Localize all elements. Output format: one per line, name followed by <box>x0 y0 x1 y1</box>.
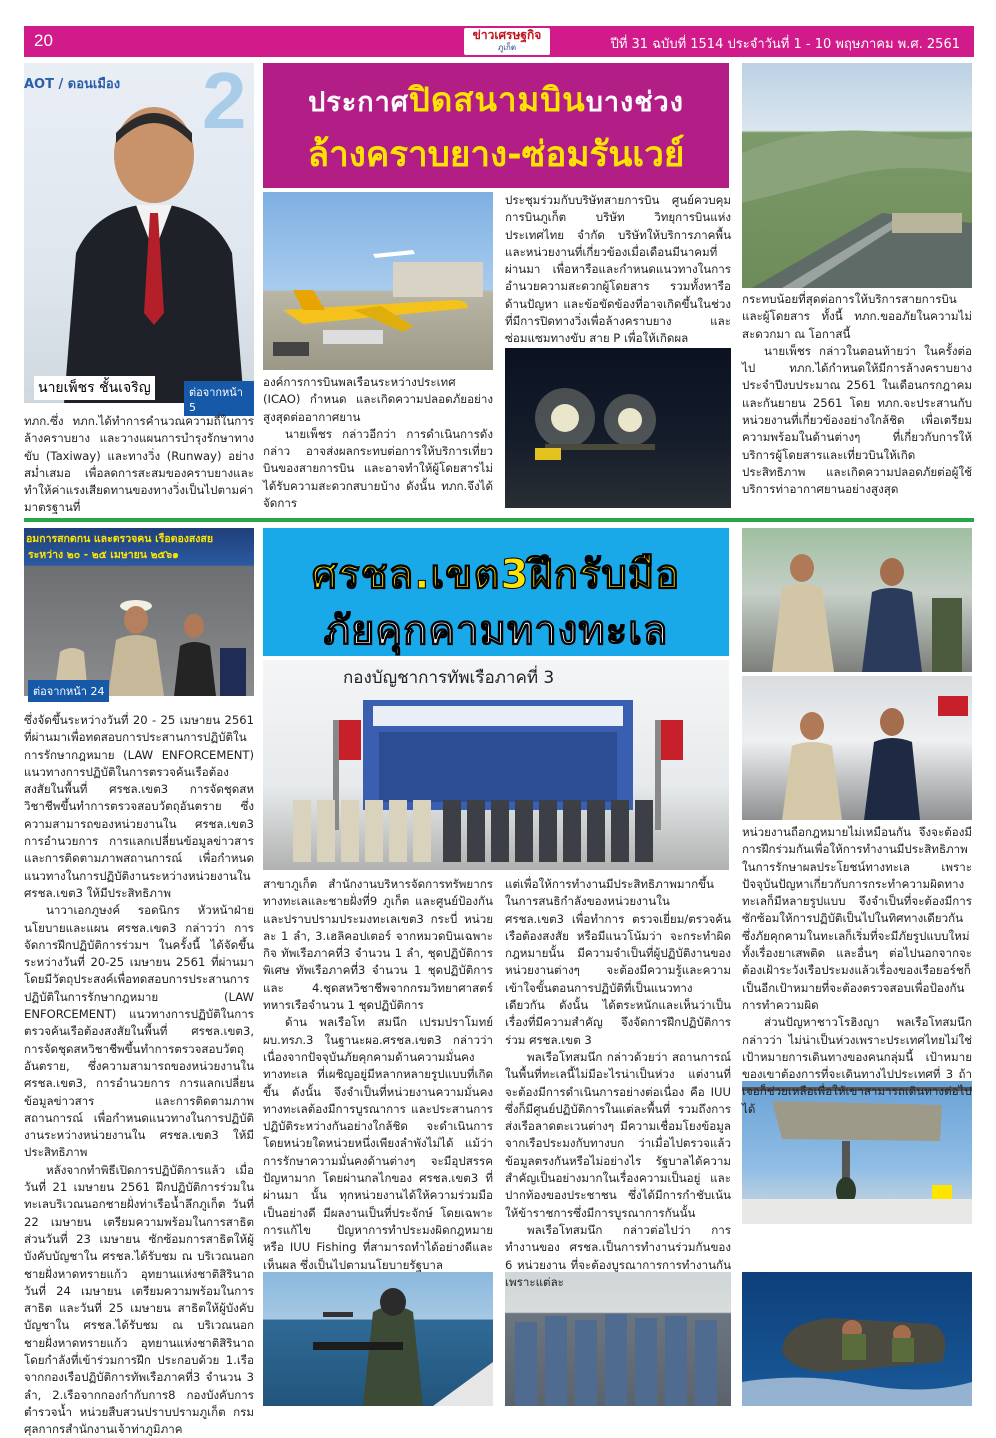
rubber-boat-photo <box>742 1272 972 1406</box>
portrait-backdrop-text: AOT / ดอนเมือง <box>24 77 121 92</box>
story2-column4: หน่วยงานถือกฎหมายไม่เหมือนกัน จึงจะต้องมีการฝึกร่วมกันเพื่อให้การทำงานมีประสิทธิภาพในการรักษาผลประโยชน์ทางทะเล เพราะปัจจุบันปัญหาเกี่ยวกับการกระทำความผิดทางทะเลก็มีหลายรูปแบบ จึงจำเป็นที่จะต้องมีการซักซ้อมให้การปฏิบัติเป็นไปในทิศทางเดียวกัน ซึ่งภัยคุกคามในทะเลก็เริ่มที่จะมีภัยรูปแบบใหม่ ทั้งเรื่องยาเสพติด และอื่นๆ ต่อไปนอกจากจะต้องเฝ้าระวังเรือประมงแล้วเรื่องของเรือยอร์ชก็เป็นอีกเป้าหมายที่จะต้องตรวจสอบเพื่อป้องกันการทำความผิด ส่วนปัญหาชาวโรฮิงญา พลเรือโทสมนึก กล่าวว่า ไม่น่าเป็นห่วงเพราะประเทศไทยไม่ใช่เป้าหมายการเดินทางของคนกลุ่มนี้ เป้าหมายของเขาต้องการที่จะเดินทางไปประเทศที่ 3 ถ้าเจอก็ช่วยเหลือเพื่อให้เขาสามารถเดินทางต่อไปได้ <box>742 825 972 1116</box>
page-number: 20 <box>34 31 53 50</box>
portrait-photo <box>24 56 254 414</box>
page-header <box>24 26 974 57</box>
logo-title: ข่าวเศรษฐกิจ <box>472 28 542 42</box>
story1-column3: ประชุมร่วมกับบริษัทสายการบิน ศูนย์ควบคุมการบินภูเก็ต บริษัท วิทยุการบินแห่งประเทศไทย จำกัด บริษัทให้บริการภาคพื้น และหน่วยงานที่เกี่ยวข้องเมื่อเดือนมีนาคมที่ผ่านมา เพื่อหารือและกำหนดแนวทางในการอำนวยความสะดวกผู้โดยสาร รวมทั้งหารือด้านปัญหา และข้อขัดข้องที่อาจเกิดขึ้นในช่วงที่มีการปิดทางวิ่งเพื่อล้างคราบยาง และซ่อมแซมทางขับ สาย P เพื่อให้เกิดผล <box>505 193 731 346</box>
story2-column3: แต่เพื่อให้การทำงานมีประสิทธิภาพมากขึ้น ในการสนธิกำลังของหน่วยงานใน ศรชล.เขต3 เพื่อทำการ ตรวจเยี่ยม/ตรวจค้นเรือต้องสงสัย หรือมีแนวโน้มว่า จะกระทำผิดกฎหมายนั้น มีความจำเป็นที่ผู้ปฏิบัติงานของหน่วยงานต่างๆ จะต้องมีความรู้และความเข้าใจขั้นตอนการปฏิบัติที่เป็นแนวทางเดียวกัน ดังนั้น ได้ตระหนักและเห็นว่าเป็นเรื่องที่มีความสำคัญ จึงจัดการฝึกปฏิบัติการร่วม ศรชล.เขต 3 พลเรือโทสมนึก กล่าวด้วยว่า สถานการณ์ในพื้นที่ทะเลนี้ไม่มีอะไรน่าเป็นห่วง แต่งานที่จะต้องมีการดำเนินการอย่างต่อเนื่อง คือ IUU ซึ่งก็มีศูนย์ปฏิบัติการในแต่ละพื้นที่ รวมถึงการส่งเรือลาดตะเวนต่างๆ มีความเชื่อมโยงข้อมูลจากเรือประมงกับทางบก ว่าเมื่อไปตรวจแล้วข้อมูลตรงกันหรือไม่อย่างไร รัฐบาลได้ความสำคัญเป็นอย่างมากในเรื่องความเป็นอยู่ และปากท้องของประชาชน ซึ่งได้มีการกำชับเน้นให้ข้าราชการซึ่งมีการบูรณาการกันนั้น พลเรือโทสมนึก กล่าวต่อไปว่า การทำงานของ ศรชล.เป็นการทำงานร่วมกันของ 6 หน่วยงาน ที่จะต้องบูรณาการการทำงานกันเพราะแต่ละ <box>505 877 731 1289</box>
aerial-runway-photo <box>742 63 972 288</box>
backdrop-graphic: 2 <box>202 56 247 145</box>
story2-column2: สาขาภูเก็ต สำนักงานบริหารจัดการทรัพยากรทางทะเลและชายฝั่งที่9 ภูเก็ต และศูนย์ป้องกันและปราบปรามประมงทะเลเขต3 กระบี่ หน่วยละ 1 ลำ, 3.เฮลิคอปเตอร์ จากหมวดบินเฉพาะกิจ ทัพเรือภาคที่3 จำนวน 1 ลำ, ชุดปฏิบัติการพิเศษ ทัพเรือภาคที่3 จำนวน 1 ชุดปฏิบัติการ และ 4.ชุดสหวิชาชีพจากกรมวิทยาศาสตร์ทหารเรือจำนวน 1 ชุดปฏิบัติการ ด้าน พลเรือโท สมนึก เปรมปราโมทย์ ผบ.ทรภ.3 ในฐานะผอ.ศรชล.เขต3 กล่าวว่า เนื่องจากปัจจุบันภัยคุกคามด้านความมั่นคงทางทะเล ที่เผชิญอยู่มีหลากหลายรูปแบบที่เกิดขึ้น ดังนั้น จึงจำเป็นที่หน่วยงานความมั่นคงทางทะเลต้องมีการบูรณาการ และประสานการปฏิบัติระหว่างกันอย่างใกล้ชิด จะดำเนินการโดยหน่วยใดหน่วยหนึ่งเพียงลำพังไม่ได้ แม้ว่าการรักษาความมั่นคงด้านต่างๆ จะมีอุปสรรคปัญหามาก โดยผ่านกลไกของ ศรชล.เขต3 ที่ผ่านมา นั้น ทุกหน่วยงานได้ให้ความร่วมมือเป็นอย่างดี มีผลงานเป็นที่ประจักษ์ โดยเฉพาะการแก้ไข ปัญหาการทำประมงผิดกฎหมาย หรือ IUU Fishing ที่สามารถทำได้อย่างดีและเห็นผล ซึ่งเป็นไปตามนโยบายรัฐบาล <box>263 877 493 1272</box>
airplanes-illustration <box>263 192 493 370</box>
officer-inspection-photo <box>24 528 254 696</box>
naval-hq-group-photo <box>263 660 729 870</box>
personnel-formation-photo <box>505 1272 731 1406</box>
issue-info: ปีที่ 31 ฉบับที่ 1514 ประจำวันที่ 1 - 10 พฤษภาคม พ.ศ. 2561 <box>610 37 960 52</box>
headline1-line2: ล้างคราบยาง-ซ่อมรันเวย์ <box>307 135 685 175</box>
headline2-line2: ภัยคุกคามทางทะเล <box>323 608 669 654</box>
continued-tag-2: ต่อจากหน้า 24 <box>28 680 109 702</box>
story1-column1: ทภก.ซึ่ง ทภก.ได้ทำการคำนวณความถี่ในการล้างคราบยาง และวางแผนการบำรุงรักษาทางขับ (Taxiway) และทางวิ่ง (Runway) อย่างสม่ำเสมอ เพื่อลดการสะสมของคราบยางและทำให้ค่าแรงเสียดทานของทางวิ่งเป็นไปตามค่ามาตรฐานที่ <box>24 414 254 515</box>
night-runway-repair-photo <box>505 348 731 508</box>
man-in-suit-figure <box>24 63 254 403</box>
boat-illustration <box>742 1272 972 1406</box>
handshake-illustration-2 <box>742 676 972 820</box>
officers-illustration <box>24 528 254 696</box>
logo-subtitle: ภูเก็ต <box>497 43 517 52</box>
building-sign: กองบัญชาการทัพเรือภาคที่ 3 <box>343 668 555 688</box>
headline-airport-closure <box>263 63 729 188</box>
handshake-photo-1 <box>742 528 972 672</box>
handshake-photo-2 <box>742 676 972 820</box>
handshake-illustration-1 <box>742 528 972 672</box>
runway-illustration <box>742 63 972 288</box>
banner-text-line2: ระหว่าง ๒๐ - ๒๕ เมษายน ๒๕๖๑ <box>28 549 179 561</box>
portrait-caption: นายเพ็ชร ชั้นเจริญ <box>34 376 155 400</box>
soldier-illustration <box>263 1272 493 1406</box>
story1-column4: กระทบน้อยที่สุดต่อการให้บริการสายการบินและผู้โดยสาร ทั้งนี้ ทภก.ขออภัยในความไม่สะดวกมา ณ โอกาสนี้ นายเพ็ชร กล่าวในตอนท้ายว่า ในครั้งต่อไป ทภก.ได้กำหนดให้มีการล้างคราบยางประจำปีงบประมาณ 2561 ในเดือนกรกฎาคม และกันยายน 2561 โดย ทภก.จะประสานกับหน่วยงานที่เกี่ยวข้องอย่างใกล้ชิด เพื่อเตรียมความพร้อมในด้านต่างๆ ที่เกี่ยวกับการให้บริการผู้โดยสารและเที่ยวบินให้เกิดประสิทธิภาพ และเกิดความปลอดภัยต่อผู้ใช้บริการท่าอากาศยานอย่างสูงสุด <box>742 292 972 497</box>
newspaper-logo <box>464 28 550 55</box>
headline2-line1: ศรชล.เขต3ฝึกรับมือ <box>311 552 681 598</box>
work-lights-illustration <box>505 348 731 508</box>
headline1-line1: ประกาศปิดสนามบินบางช่วง <box>308 80 684 119</box>
armed-boarding-photo <box>263 1272 493 1406</box>
group-illustration <box>263 660 729 870</box>
formation-illustration <box>505 1272 731 1406</box>
story1-column2: องค์การการบินพลเรือนระหว่างประเทศ (ICAO) กำหนด และเกิดความปลอดภัยอย่างสูงสุดต่ออากาศยาน นายเพ็ชร กล่าวอีกว่า การดำเนินการดังกล่าว อาจส่งผลกระทบต่อการให้บริการเที่ยวบินของสายการบิน และอาจทำให้ผู้โดยสารไม่ได้รับความสะดวกสบายบ้าง ดังนั้น ทภก.จึงได้จัดการ <box>263 375 493 511</box>
headline-maritime-exercise <box>263 528 729 656</box>
banner-text-line1: อมการสกดกน และตรวจคน เรือตองสงสย <box>26 533 213 545</box>
continued-tag: ต่อจากหน้า 5 <box>184 381 254 416</box>
section-divider <box>24 518 974 522</box>
aircraft-apron-photo <box>263 192 493 370</box>
story2-column1: ซึ่งจัดขึ้นระหว่างวันที่ 20 - 25 เมษายน 2561 ที่ผ่านมาเพื่อทดสอบการประสานการปฏิบัติในการรักษากฎหมาย (LAW ENFORCEMENT) แนวทางการปฏิบัติในการตรวจค้นเรือต้องสงสัยในพื้นที่ ศรชล.เขต3 การจัดชุดสหวิชาชีพขึ้นทำการตรวจสอบวัตถุอันตราย ซึ่งความสามารถของหน่วยงานใน ศรชล.เขต3 การอำนวยการ การแลกเปลี่ยนข้อมูลข่าวสาร และการติดตามภาพสถานการณ์ เพื่อกำหนดแนวทางในการปฏิบัติงานระหว่างหน่วยงานใน ศรชล.เขต3 ให้มีประสิทธิภาพ นาวาเอกภูษงค์ รอดนิกร หัวหน้าฝ่ายนโยบายและแผน ศรชล.เขต3 กล่าวว่า การจัดการฝึกปฏิบัติการร่วมฯ ในครั้งนี้ ได้จัดขึ้นระหว่างวันที่ 20-25 เมษายน 2561 ที่ผ่านมา โดยมีวัตถุประสงค์เพื่อทดสอบการประสานการปฏิบัติในการรักษากฎหมาย (LAW ENFORCEMENT) แนวทางการปฏิบัติในการตรวจค้นเรือต้องสงสัยในพื้นที่ ศรชล.เขต3, การจัดชุดสหวิชาชีพขึ้นทำการตรวจสอบวัตถุอันตราย, ซึ่งความสามารถของหน่วยงานใน ศรชล.เขต3, การอำนวยการ การแลกเปลี่ยนข้อมูลข่าวสาร และการติดตามภาพสถานการณ์ เพื่อกำหนดแนวทางในการปฏิบัติงานระหว่างหน่วยงานใน ศรชล.เขต3 ให้มีประสิทธิภาพ หลังจากทำพิธีเปิดการปฏิบัติการแล้ว เมื่อวันที่ 21 เมษายน 2561 ฝึกปฏิบัติการร่วมในทะเลบริเวณนอกชายฝั่งท่าเรือน้ำลึกภูเก็ต วันที่ 22 เมษายน เตรียมความพร้อมในการสาธิต ส่วนวันที่ 23 เมษายน ซักซ้อมการสาธิตให้ผู้บังคับบัญชาใน ศรชล.ได้รับชม ณ บริเวณนอกชายฝั่งหาดทรายแก้ว อุทยานแห่งชาติสิรินาถ วันที่ 24 เมษายน เตรียมความพร้อมในการสาธิต และวันที่ 25 เมษายน สาธิตให้ผู้บังคับบัญชาใน ศรชล.ได้รับชม ณ บริเวณนอกชายฝั่งหาดทรายแก้ว อุทยานแห่งชาติสิรินาถ โดยกำลังที่เข้าร่วมการฝึก ประกอบด้วย 1.เรือจากกองเรือปฏิบัติการทัพเรือภาคที่3 จำนวน 3 ลำ, 2.เรือจากกองกำกับการ8 กองบังคับการตำรวจน้ำ หน่วยสืบสวนปราบปรามภูเก็ต กรมศุลกากรสำนักงานเจ้าท่าภูมิภาค <box>24 713 254 1437</box>
